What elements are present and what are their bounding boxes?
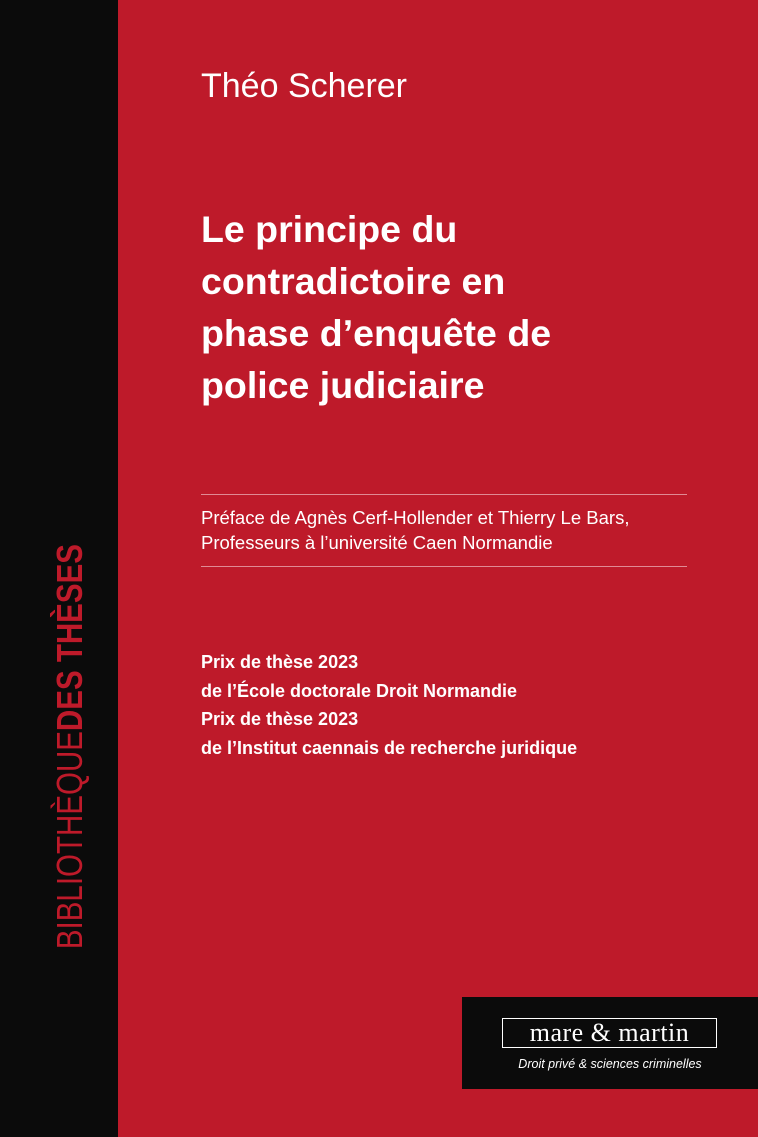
preface-line: Préface de Agnès Cerf-Hollender et Thierry Le Bars, [201,507,630,528]
publisher-block [462,997,758,1089]
spine-band [0,0,118,1137]
divider-bottom [201,566,687,567]
divider-top [201,494,687,495]
publisher-logo: mare & martin [502,1018,717,1048]
prize-line: de l’École doctorale Droit Normandie [201,680,518,701]
prize-line: Prix de thèse 2023 [201,652,359,672]
prizes-block [201,648,577,762]
prize-line: Prix de thèse 2023 [201,709,359,729]
preface-line: Professeurs à l’université Caen Normandie [201,532,553,553]
book-title [201,203,721,411]
title-line: contradictoire en [201,260,506,302]
preface-block [201,505,701,555]
title-line: Le principe du [201,208,458,250]
series-name-bold: DES THÈSES [49,543,90,731]
collection-name: Droit privé & sciences criminelles [518,1057,702,1071]
prize-line: de l’Institut caennais de recherche juridique [201,737,578,758]
title-line: phase d’enquête de [201,312,552,354]
title-line: police judiciaire [201,364,485,406]
author-name: Théo Scherer [201,67,407,105]
series-name [49,503,90,997]
series-name-light: BIBLIOTHÈQUE [49,731,90,950]
